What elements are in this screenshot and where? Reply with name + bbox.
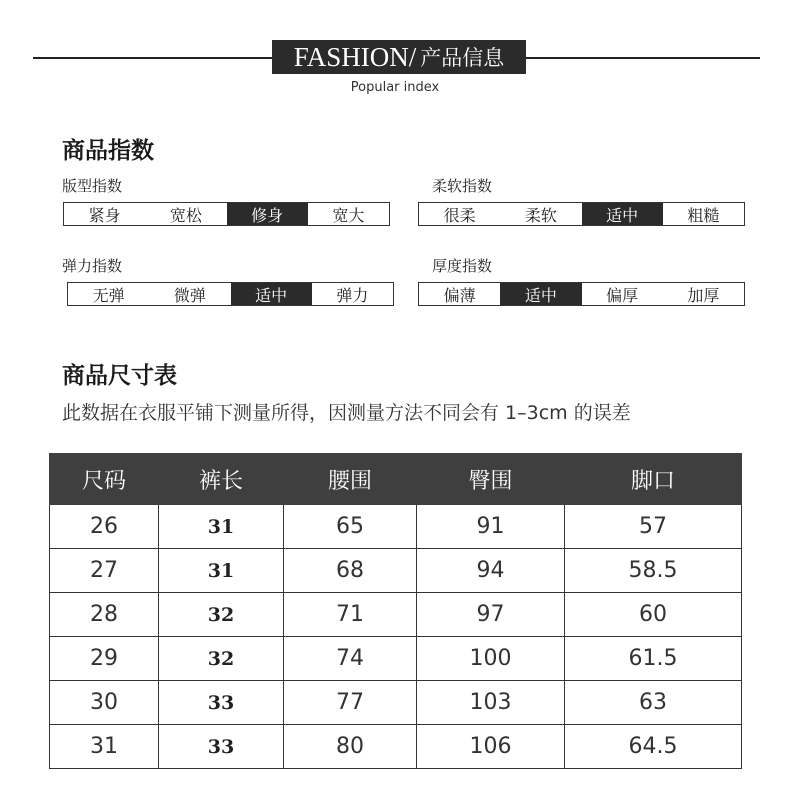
table-row [50,593,742,637]
column-header: 裤长 [159,454,284,505]
cell-size: 31 [50,725,159,769]
table-row [50,505,742,549]
header-rule-left [33,57,272,59]
cell-hem: 58.5 [565,549,742,593]
cell-size: 27 [50,549,159,593]
index-option: 宽大 [332,205,365,225]
index-option: 加厚 [687,285,720,305]
index-option: 微弹 [173,285,206,305]
index-option-selected: 适中 [500,283,581,305]
cell-length: 33 [159,725,284,769]
cell-size: 29 [50,637,159,681]
index-bar-thickness [418,282,745,306]
index-option: 很柔 [443,205,476,225]
cell-size: 28 [50,593,159,637]
cell-hip: 106 [417,725,565,769]
cell-waist: 80 [284,725,417,769]
column-header: 腰围 [284,454,417,505]
cell-hip: 103 [417,681,565,725]
index-bar-fit [63,202,390,226]
table-row [50,681,742,725]
index-option: 紧身 [88,205,121,225]
index-option: 偏薄 [443,285,476,305]
column-header: 臀围 [417,454,565,505]
cell-length: 31 [159,549,284,593]
cell-waist: 71 [284,593,417,637]
indices-title: 商品指数 [62,138,154,164]
cell-waist: 77 [284,681,417,725]
size-table-title: 商品尺寸表 [62,363,177,389]
index-bar-elasticity [67,282,394,306]
table-header-row [50,454,742,505]
cell-hem: 60 [565,593,742,637]
header-title-cn: 产品信息 [420,46,505,70]
cell-length: 32 [159,593,284,637]
index-label-thickness: 厚度指数 [432,257,493,275]
cell-length: 33 [159,681,284,725]
header-badge [272,40,526,74]
header-subtitle: Popular index [350,80,440,95]
cell-hem: 63 [565,681,742,725]
table-row [50,549,742,593]
index-option: 宽松 [169,205,202,225]
column-header: 脚口 [565,454,742,505]
index-option-selected: 修身 [227,203,308,225]
index-label-fit: 版型指数 [62,177,123,195]
cell-waist: 68 [284,549,417,593]
index-option-selected: 适中 [582,203,663,225]
cell-waist: 74 [284,637,417,681]
cell-hem: 57 [565,505,742,549]
column-header: 尺码 [50,454,159,505]
table-row [50,725,742,769]
cell-hip: 91 [417,505,565,549]
index-option-selected: 适中 [231,283,312,305]
index-label-softness: 柔软指数 [432,177,493,195]
index-option: 偏厚 [606,285,639,305]
cell-hem: 64.5 [565,725,742,769]
index-option: 粗糙 [687,205,720,225]
cell-length: 31 [159,505,284,549]
header-rule-right [526,57,760,59]
header-title-en: FASHION/ [293,41,417,72]
cell-hip: 100 [417,637,565,681]
table-row [50,637,742,681]
cell-size: 30 [50,681,159,725]
cell-hip: 94 [417,549,565,593]
index-label-elasticity: 弹力指数 [62,257,123,275]
cell-size: 26 [50,505,159,549]
size-table [49,453,742,769]
index-option: 柔软 [524,205,557,225]
index-bar-softness [418,202,745,226]
cell-hip: 97 [417,593,565,637]
cell-hem: 61.5 [565,637,742,681]
cell-length: 32 [159,637,284,681]
index-option: 无弹 [92,285,125,305]
cell-waist: 65 [284,505,417,549]
index-option: 弹力 [336,285,369,305]
measurement-note: 此数据在衣服平铺下测量所得，因测量方法不同会有 1–3cm 的误差 [62,402,631,424]
